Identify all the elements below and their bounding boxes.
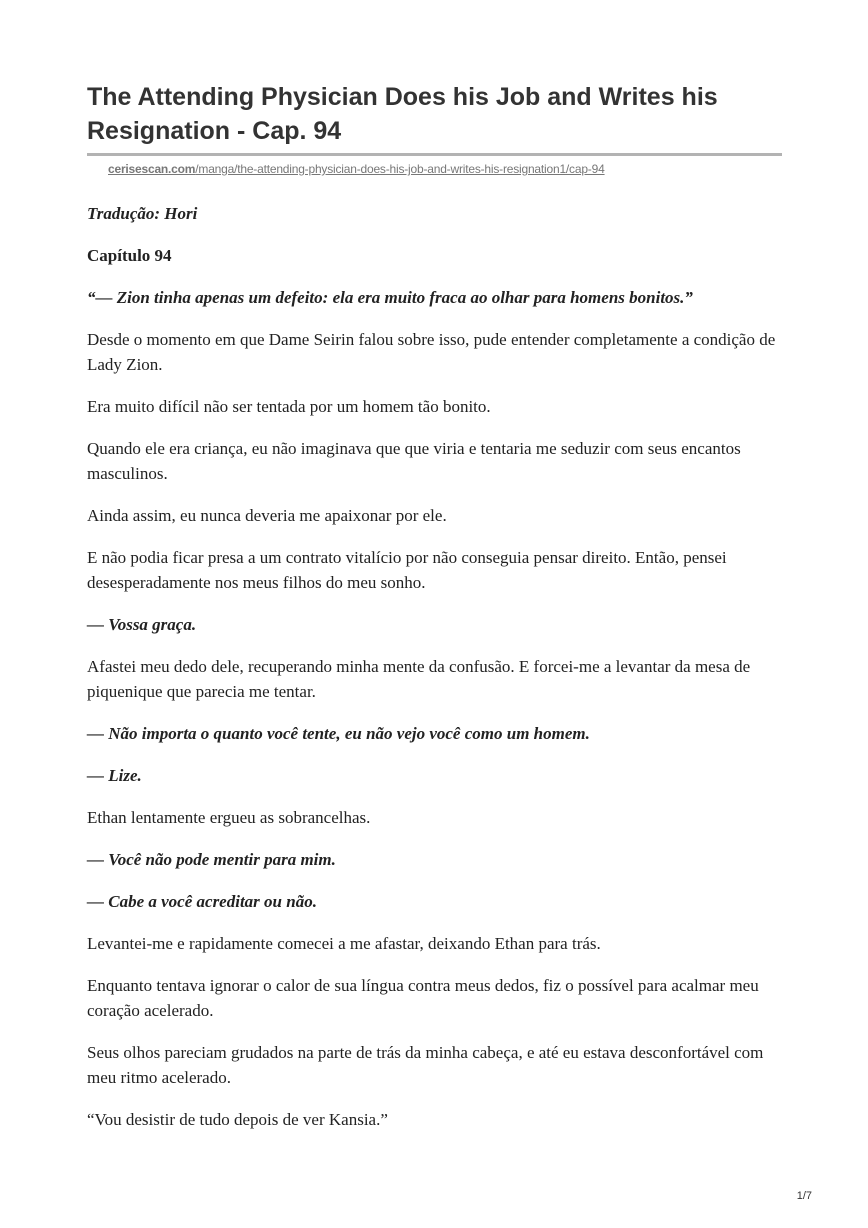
source-link[interactable] — [108, 161, 605, 177]
chapter-heading: Capítulo 94 — [87, 246, 172, 265]
dialogue-line: — Vossa graça. — [87, 615, 197, 634]
paragraph: Quando ele era criança, eu não imaginava que que viria e tentaria me seduzir com seus encantos masculinos. — [87, 439, 741, 483]
paragraph: E não podia ficar presa a um contrato vitalício por não conseguia pensar direito. Então, pensei desesperadamente nos meus filhos do meu sonho. — [87, 548, 727, 592]
source-domain: cerisescan.com — [108, 162, 196, 176]
paragraph: Ainda assim, eu nunca deveria me apaixonar por ele. — [87, 506, 447, 525]
paragraph: “— Zion tinha apenas um defeito: ela era muito fraca ao olhar para homens bonitos.” — [87, 288, 693, 307]
paragraph: Seus olhos pareciam grudados na parte de trás da minha cabeça, e até eu estava desconfortável com meu ritmo acelerado. — [87, 1043, 764, 1087]
paragraph: Enquanto tentava ignorar o calor de sua língua contra meus dedos, fiz o possível para acalmar meu coração acelerado. — [87, 976, 759, 1020]
paragraph: Afastei meu dedo dele, recuperando minha mente da confusão. E forcei-me a levantar da mesa de piquenique que parecia me tentar. — [87, 657, 751, 701]
paragraph: Ethan lentamente ergueu as sobrancelhas. — [87, 808, 371, 827]
dialogue-line: — Lize. — [87, 766, 142, 785]
title-divider — [87, 153, 782, 156]
paragraph: “Vou desistir de tudo depois de ver Kansia.” — [87, 1110, 388, 1129]
page-number: 1/7 — [796, 1190, 812, 1202]
paragraph: Levantei-me e rapidamente comecei a me afastar, deixando Ethan para trás. — [87, 934, 601, 953]
paragraph: Desde o momento em que Dame Seirin falou sobre isso, pude entender completamente a condição de Lady Zion. — [87, 330, 776, 374]
page-title: The Attending Physician Does his Job and Writes his Resignation - Cap. 94 — [87, 83, 718, 145]
source-path: /manga/the-attending-physician-does-his-job-and-writes-his-resignation1/cap-94 — [195, 162, 605, 176]
chapter-body — [87, 201, 787, 1149]
paragraph: Era muito difícil não ser tentada por um homem tão bonito. — [87, 397, 491, 416]
dialogue-line: — Cabe a você acreditar ou não. — [87, 892, 317, 911]
dialogue-line: — Não importa o quanto você tente, eu não vejo você como um homem. — [87, 724, 590, 743]
dialogue-line: — Você não pode mentir para mim. — [87, 850, 336, 869]
translator-credit: Tradução: Hori — [87, 204, 198, 223]
